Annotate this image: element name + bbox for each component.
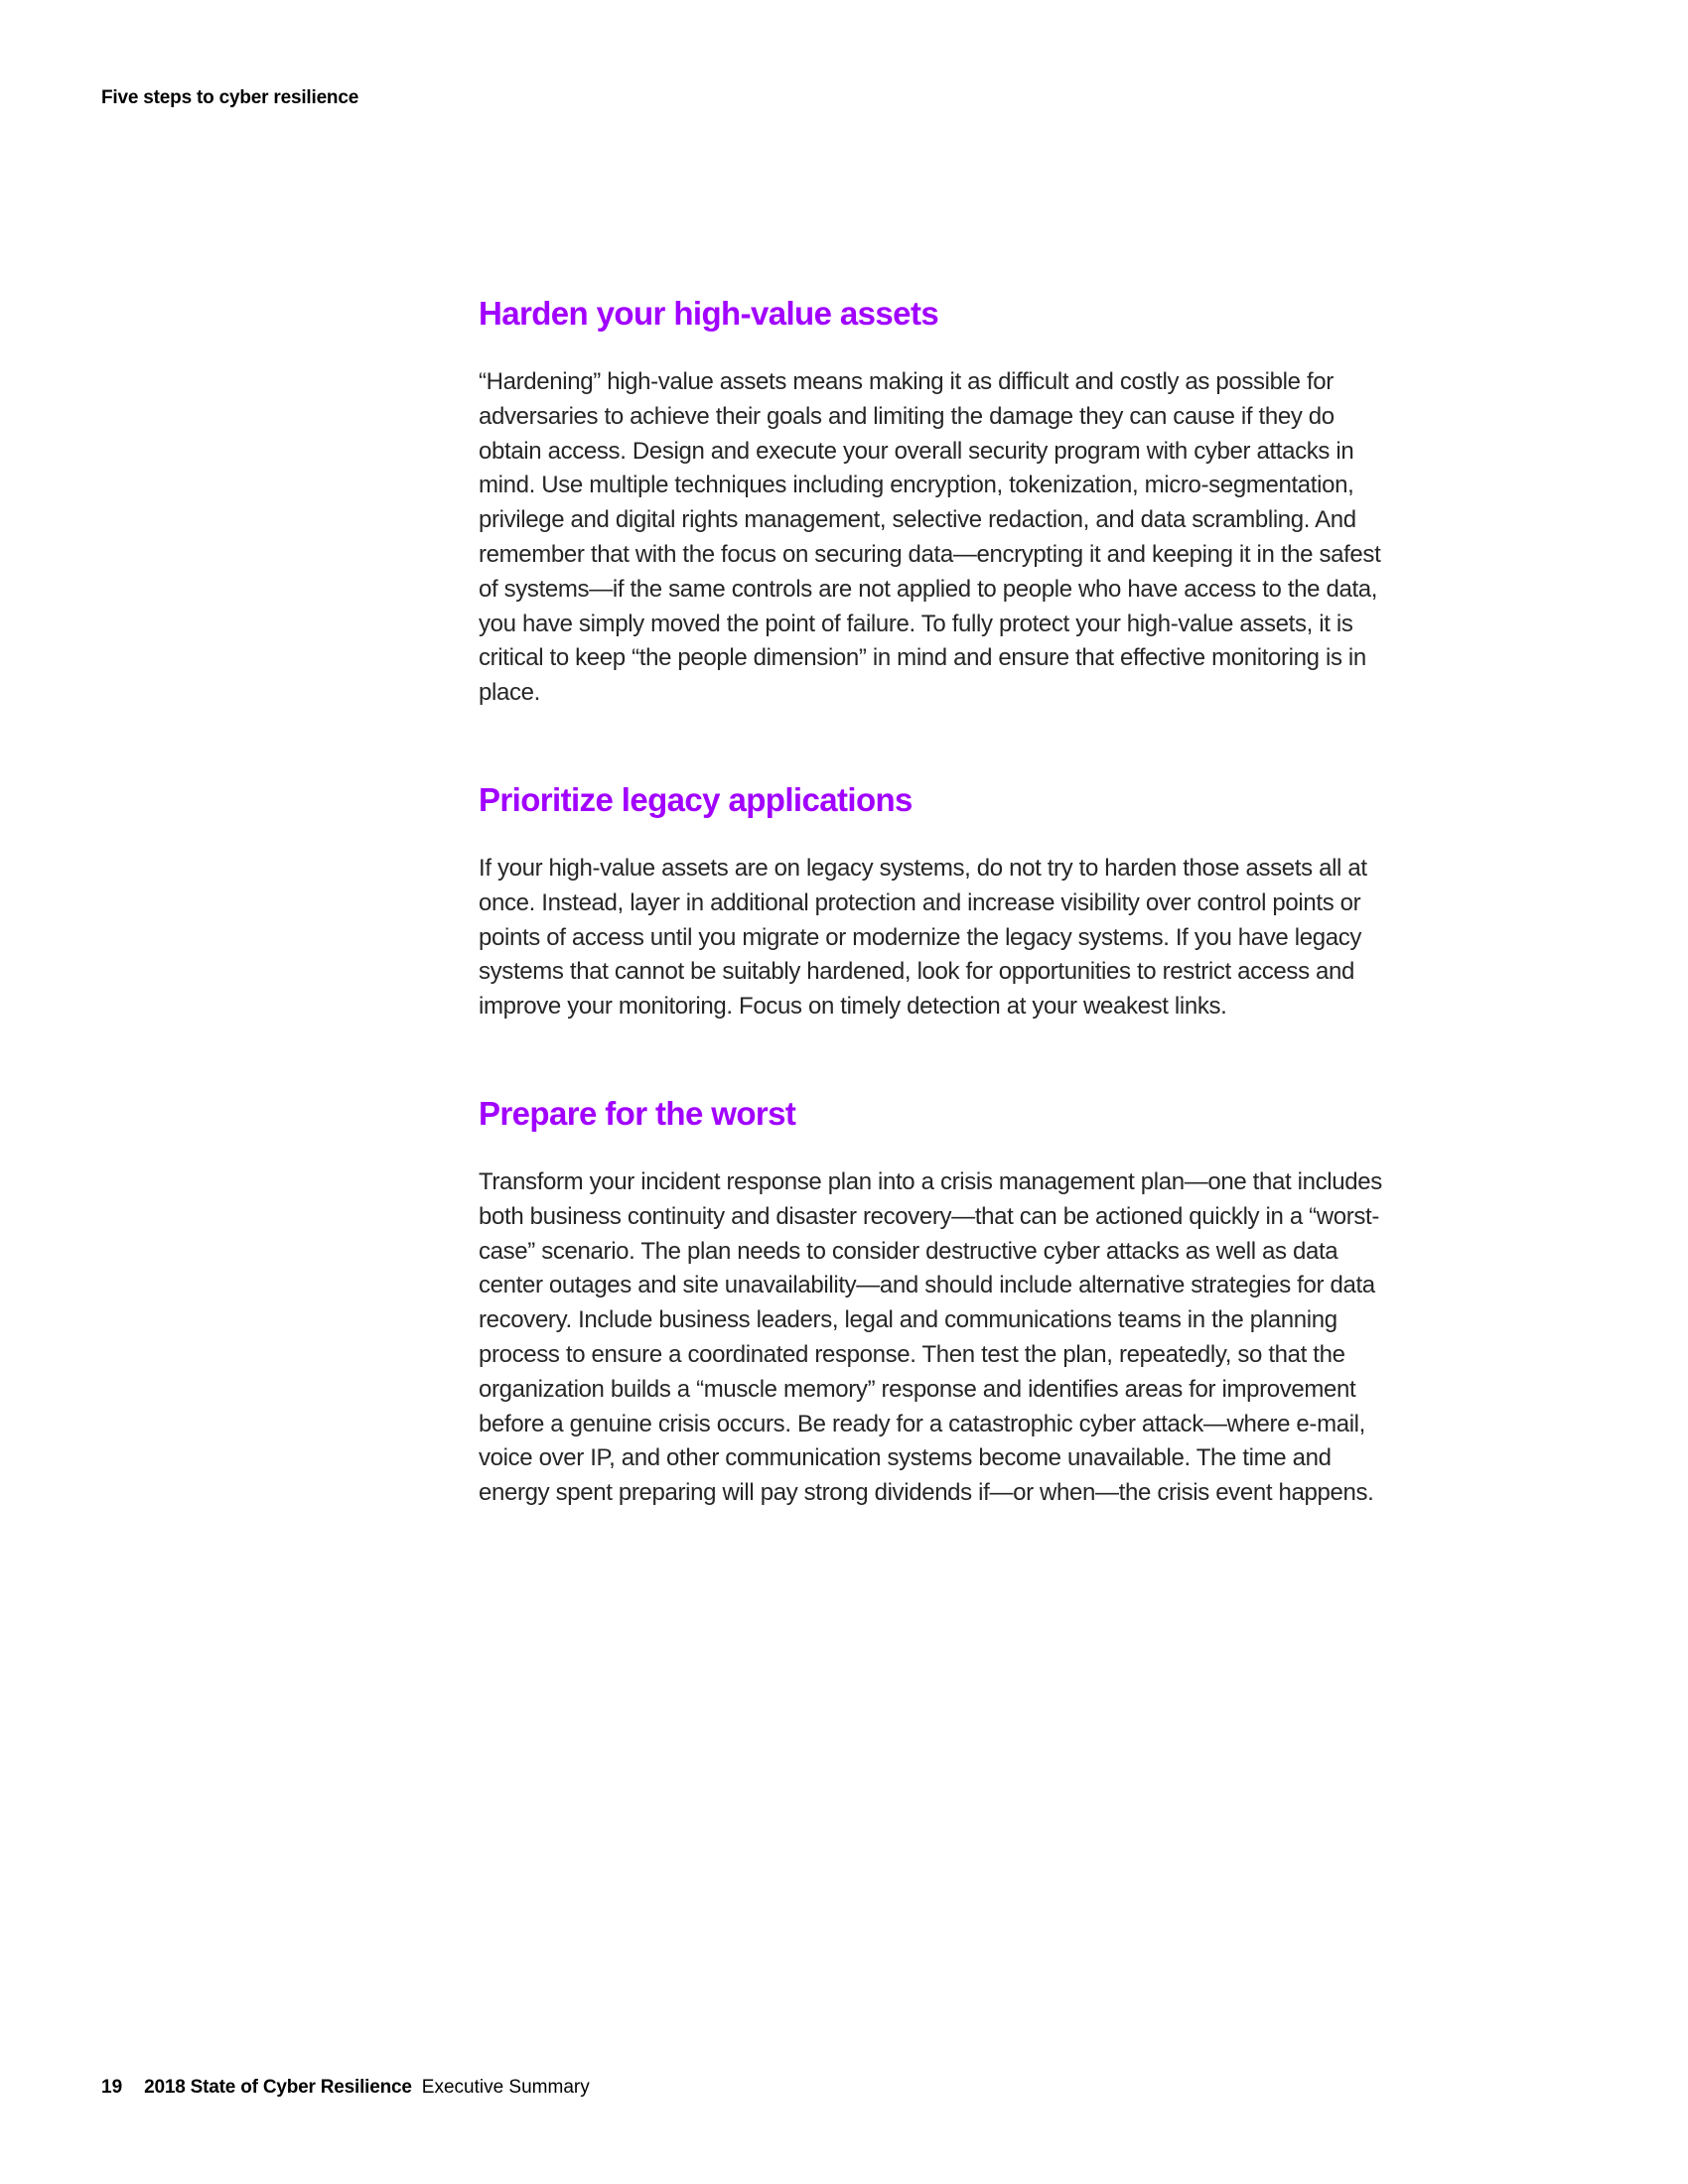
section-heading: Prepare for the worst [479,1094,796,1132]
section-harden-assets [479,288,1412,711]
main-content [479,288,1412,1574]
section-heading: Prioritize legacy applications [479,780,913,818]
section-body: If your high-value assets are on legacy systems, do not try to harden those assets all at once. Instead, layer in additional protection and increase visibility over control points or points of access until you migrate or modernize the legacy systems. If you have legacy systems that cannot be suitably hardened, look for opportunities to restrict access and improve your monitoring. Focus on timely detection at your weakest links. [479,854,1367,1021]
section-prepare-worst [479,1088,1412,1511]
document-title: 2018 State of Cyber Resilience [144,2077,412,2098]
section-body: “Hardening” high-value assets means making it as difficult and costly as possible for adversaries to achieve their goals and limiting the damage they can cause if they do obtain access. Design and execute your overall security program with cyber attacks in mind. Use multiple techniques including encryption, tokenization, micro-segmentation, privilege and digital rights management, selective redaction, and data scrambling. And remember that with the focus on securing data—encrypting it and keeping it in the safest of systems—if the same controls are not applied to people who have access to the data, you have simply moved the point of failure. To fully protect your high-value assets, it is critical to keep “the people dimension” in mind and ensure that effective monitoring is in place. [479,368,1381,707]
document-subtitle: Executive Summary [421,2077,590,2098]
page-number: 19 [101,2077,123,2098]
section-body: Transform your incident response plan into a crisis management plan—one that includes both business continuity and disaster recovery—that can be actioned quickly in a “worst-case” scenario. The plan needs to consider destructive cyber attacks as well as data center outages and site unavailability—and should include alternative strategies for data recovery. Include business leaders, legal and communications teams in the planning process to ensure a coordinated response. Then test the plan, repeatedly, so that the organization builds a “muscle memory” response and identifies areas for improvement before a genuine crisis occurs. Be ready for a catastrophic cyber attack—where e-mail, voice over IP, and other communication systems become unavailable. The time and energy spent preparing will pay strong dividends if—or when—the crisis event happens. [479,1167,1382,1507]
running-header-title: Five steps to cyber resilience [101,87,359,108]
section-heading: Harden your high-value assets [479,295,939,332]
page-footer [101,2077,590,2099]
section-prioritize-legacy [479,774,1412,1024]
